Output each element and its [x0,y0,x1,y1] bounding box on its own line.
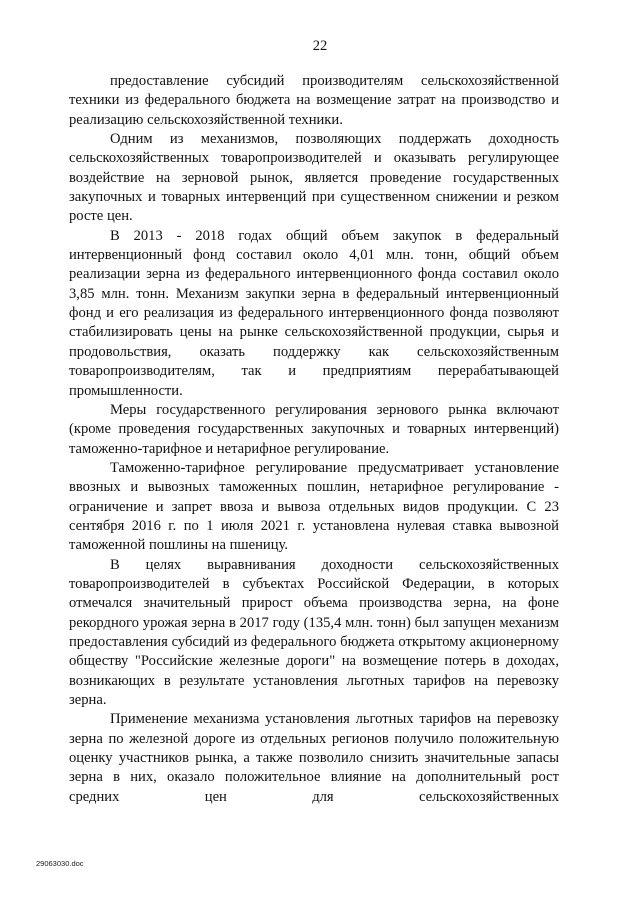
paragraph-2: Одним из механизмов, позволяющих поддержать доходность сельскохозяйственных товаропроизводителей и оказывать регулирующее воздействие на зерновой рынок, является проведение государственных закупочных и товарных интервенций при существенном снижении и резком росте цен. [69,131,559,225]
paragraph-5: Таможенно-тарифное регулирование предусматривает установление ввозных и вывозных таможенных пошлин, нетарифное регулирование - ограничение и запрет ввоза и вывоза отдельных видов продукции. С 23 сентября 2016 г. по 1 июля 2021 г. установлена нулевая ставка вывозной таможенной пошлины на пшеницу. [69,459,559,554]
page-number: 22 [312,38,328,54]
paragraph-7: Применение механизма установления льготных тарифов на перевозку зерна по железной дороге из отдельных регионов получило положительную оценку участников рынка, а также позволило снизить значительные запасы зерна в них, оказало положительное влияние на дополнительный рост средних цен для сельскохозяйственных [69,711,559,805]
paragraph-1: предоставление субсидий производителям сельскохозяйственной техники из федерального бюджета на возмещение затрат на производство и реализацию сельскохозяйственной техники. [69,73,559,128]
paragraph-4: Меры государственного регулирования зернового рынка включают (кроме проведения государственных закупочных и товарных интервенций) таможенно-тарифное и нетарифное регулирование. [69,401,559,457]
paragraph-6: В целях выравнивания доходности сельскохозяйственных товаропроизводителей в субъектах Российской Федерации, в которых отмечался значительный прирост объема производства зерна, на фоне рекордного урожая зерна в 2017 году (135,4 млн. тонн) был запущен механизм предоставления субсидий из федерального бюджета открытому акционерному обществу "Российские железные дороги" на возмещение потерь в доходах, возникающих в результате установления льготных тарифов на перевозку зерна. [69,556,559,708]
document-body [69,72,559,807]
paragraph-3: В 2013 - 2018 годах общий объем закупок в федеральный интервенционный фонд составил около 4,01 млн. тонн, общий объем реализации зерна из федерального интервенционного фонда составил около 3,85 млн. тонн. Механизм закупки зерна в федеральный интервенционный фонд и его реализация из федерального интервенционного фонда позволяют стабилизировать цены на рынке сельскохозяйственной продукции, сырья и продовольствия, оказать поддержку как сельскохозяйственным товаропроизводителям, так и предприятиям перерабатывающей промышленности. [69,227,559,399]
footer-filename: 29063030.doc [36,859,84,868]
